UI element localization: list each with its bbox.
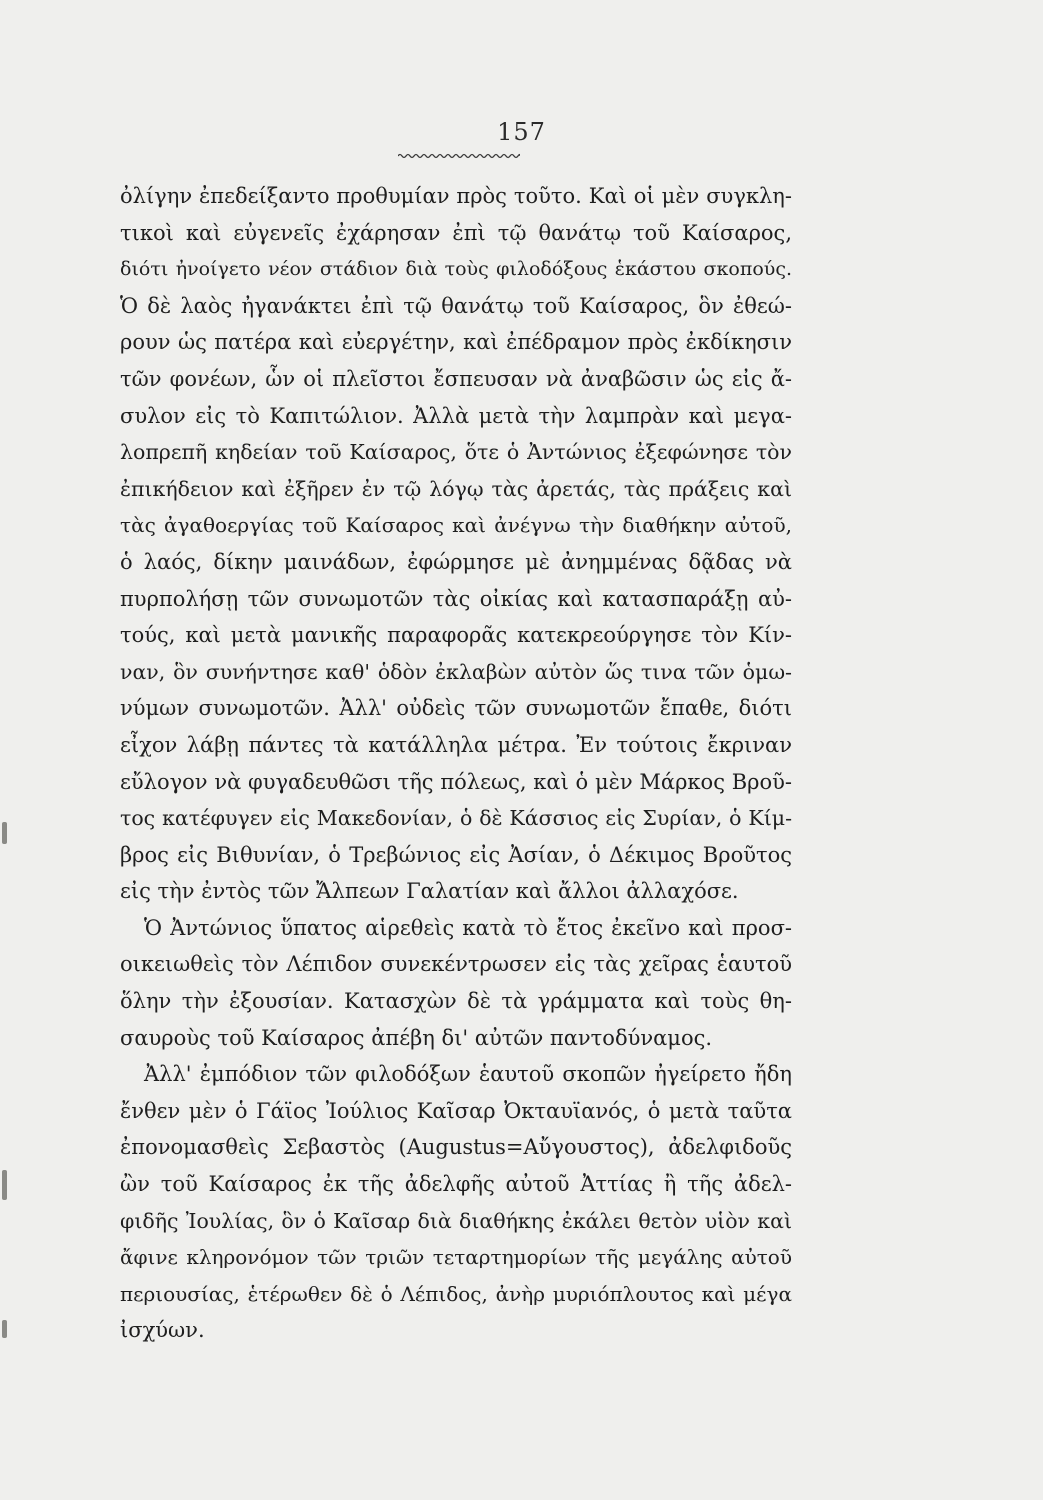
text-line: σαυροὺς τοῦ Καίσαρος ἀπέβη δι' αὐτῶν παντοδύναμος.	[120, 1025, 713, 1050]
text-line: πυρπολήσῃ τῶν συνωμοτῶν τὰς οἰκίας καὶ κατασπαράξῃ αὐ-	[120, 586, 792, 611]
text-line: διότι ἠνοίγετο νέον στάδιον διὰ τοὺς φιλοδόξους ἑκάστου σκοπούς.	[120, 258, 792, 281]
text-line: ἔνθεν μὲν ὁ Γάϊος Ἰούλιος Καῖσαρ Ὀκταυϊανός, ὁ μετὰ ταῦτα	[120, 1098, 792, 1123]
body-text	[120, 178, 792, 1349]
text-line: ὀλίγην ἐπεδείξαντο προθυμίαν πρὸς τοῦτο. Καὶ οἱ μὲν συγκλη-	[120, 184, 792, 208]
text-line: Ὁ δὲ λαὸς ἠγανάκτει ἐπὶ τῷ θανάτῳ τοῦ Καίσαρος, ὃν ἐθεώ-	[120, 293, 792, 318]
text-line: συλον εἰς τὸ Καπιτώλιον. Ἀλλὰ μετὰ τὴν λαμπρὰν καὶ μεγα-	[120, 403, 792, 428]
text-line: ναν, ὃν συνήντησε καθ' ὁδὸν ἐκλαβὼν αὐτὸν ὥς τινα τῶν ὁμω-	[120, 659, 792, 684]
text-line: περιουσίας, ἑτέρωθεν δὲ ὁ Λέπιδος, ἀνὴρ μυριόπλουτος καὶ μέγα	[120, 1281, 792, 1306]
margin-mark	[2, 1320, 7, 1338]
text-line: ὢν τοῦ Καίσαρος ἐκ τῆς ἀδελφῆς αὐτοῦ Ἀττίας ἢ τῆς ἀδελ-	[120, 1172, 792, 1197]
text-line: τούς, καὶ μετὰ μανικῆς παραφορᾶς κατεκρεούργησε τὸν Κίν-	[120, 623, 792, 648]
text-line: ἰσχύων.	[120, 1318, 205, 1343]
margin-mark	[2, 1170, 7, 1200]
text-line: νύμων συνωμοτῶν. Ἀλλ' οὐδεὶς τῶν συνωμοτῶν ἔπαθε, διότι	[120, 696, 792, 721]
text-line: ἐπονομασθεὶς Σεβαστὸς (Augustus=Αὔγουστος), ἀδελφιδοῦς	[120, 1135, 792, 1160]
text-line: τος κατέφυγεν εἰς Μακεδονίαν, ὁ δὲ Κάσσιος εἰς Συρίαν, ὁ Κίμ-	[120, 806, 792, 831]
text-line: βρος εἰς Βιθυνίαν, ὁ Τρεβώνιος εἰς Ἀσίαν, ὁ Δέκιμος Βροῦτος	[120, 842, 792, 867]
text-line: οικειωθεὶς τὸν Λέπιδον συνεκέντρωσεν εἰς τὰς χεῖρας ἑαυτοῦ	[120, 952, 792, 977]
page-number: 157	[497, 118, 546, 146]
text-line: ρουν ὡς πατέρα καὶ εὐεργέτην, καὶ ἐπέδραμον πρὸς ἐκδίκησιν	[120, 330, 792, 355]
text-line: ἐπικήδειον καὶ ἐξῆρεν ἐν τῷ λόγῳ τὰς ἀρετάς, τὰς πράξεις καὶ	[120, 476, 792, 501]
text-line: τὰς ἀγαθοεργίας τοῦ Καίσαρος καὶ ἀνέγνω τὴν διαθήκην αὐτοῦ,	[120, 513, 792, 538]
text-line: τικοὶ καὶ εὐγενεῖς ἐχάρησαν ἐπὶ τῷ θανάτῳ τοῦ Καίσαρος,	[120, 220, 792, 245]
text-line: φιδῆς Ἰουλίας, ὃν ὁ Καῖσαρ διὰ διαθήκης ἐκάλει θετὸν υἱὸν καὶ	[120, 1208, 792, 1233]
text-line: ἄφινε κληρονόμον τῶν τριῶν τεταρτημορίων τῆς μεγάλης αὐτοῦ	[120, 1245, 792, 1270]
text-line: λοπρεπῆ κηδείαν τοῦ Καίσαρος, ὅτε ὁ Ἀντώνιος ἐξεφώνησε τὸν	[120, 440, 792, 465]
text-line: ὁ λαός, δίκην μαινάδων, ἐφώρμησε μὲ ἀνημμένας δᾷδας νὰ	[120, 549, 792, 574]
text-line: εἰς τὴν ἐντὸς τῶν Ἄλπεων Γαλατίαν καὶ ἄλλοι ἀλλαχόσε.	[120, 879, 739, 904]
text-line: ὅλην τὴν ἐξουσίαν. Κατασχὼν δὲ τὰ γράμματα καὶ τοὺς θη-	[120, 989, 792, 1014]
text-line: Ὁ Ἀντώνιος ὕπατος αἱρεθεὶς κατὰ τὸ ἔτος ἐκεῖνο καὶ προσ-	[144, 915, 792, 940]
margin-mark	[2, 822, 7, 844]
text-line: τῶν φονέων, ὧν οἱ πλεῖστοι ἔσπευσαν νὰ ἀναβῶσιν ὡς εἰς ἄ-	[120, 366, 792, 391]
text-line: εἶχον λάβῃ πάντες τὰ κατάλληλα μέτρα. Ἐν τούτοις ἔκριναν	[120, 732, 792, 757]
wavy-rule-ornament	[398, 152, 520, 160]
text-line: εὔλογον νὰ φυγαδευθῶσι τῆς πόλεως, καὶ ὁ μὲν Μάρκος Βροῦ-	[120, 769, 792, 794]
text-line: Ἀλλ' ἐμπόδιον τῶν φιλοδόξων ἑαυτοῦ σκοπῶν ἠγείρετο ἤδη	[144, 1062, 792, 1087]
